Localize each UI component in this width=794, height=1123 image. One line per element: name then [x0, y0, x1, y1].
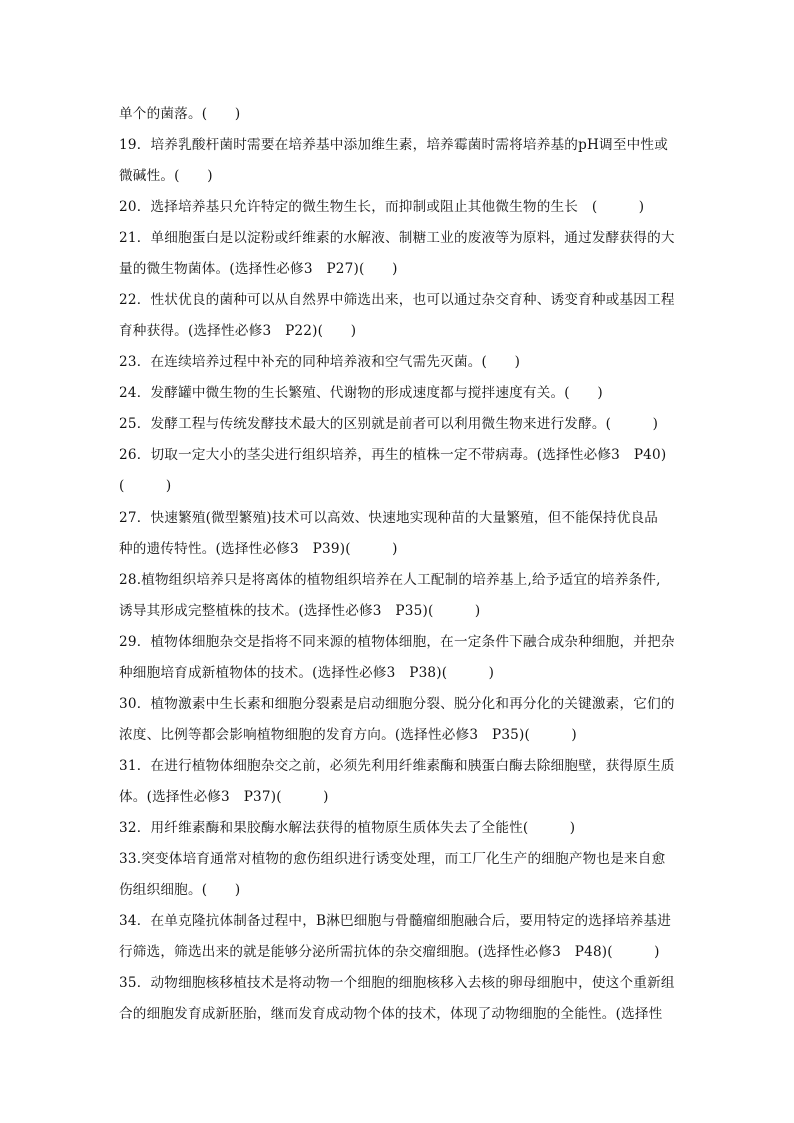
text-line: 浓度、比例等都会影响植物细胞的发育方向。(选择性必修3 P35)( ): [119, 727, 577, 743]
text-line: 24．发酵罐中微生物的生长繁殖、代谢物的形成速度都与搅拌速度有关。( ): [119, 385, 603, 401]
text-line: 体。(选择性必修3 P37)( ): [119, 789, 329, 805]
text-line: 23．在连续培养过程中补充的同种培养液和空气需先灭菌。( ): [119, 354, 521, 370]
text-line: ( ): [119, 478, 172, 494]
text-line: 28.植物组织培养只是将离体的植物组织培养在人工配制的培养基上,给予适宜的培养条件,: [119, 572, 661, 588]
text-line: 32．用纤维素酶和果胶酶水解法获得的植物原生质体失去了全能性( ): [119, 820, 576, 836]
text-line: 19．培养乳酸杆菌时需要在培养基中添加维生素，培养霉菌时需将培养基的pH调至中性或: [119, 137, 669, 153]
text-line: 20．选择培养基只允许特定的微生物生长，而抑制或阻止其他微生物的生长 ( ): [119, 199, 645, 215]
text-line: 31．在进行植物体细胞杂交之前，必须先利用纤维素酶和胰蛋白酶去除细胞壁，获得原生质: [119, 758, 675, 774]
text-line: 育种获得。(选择性必修3 P22)( ): [119, 323, 357, 339]
text-line: 25．发酵工程与传统发酵技术最大的区别就是前者可以利用微生物来进行发酵。( ): [119, 416, 659, 432]
text-line: 22．性状优良的菌种可以从自然界中筛选出来，也可以通过杂交育种、诱变育种或基因工程: [119, 292, 675, 308]
text-line: 34．在单克隆抗体制备过程中，B淋巴细胞与骨髓瘤细胞融合后，要用特定的选择培养基进: [119, 913, 672, 929]
text-line: 26．切取一定大小的茎尖进行组织培养，再生的植株一定不带病毒。(选择性必修3 P40): [119, 447, 667, 463]
text-line: 诱导其形成完整植株的技术。(选择性必修3 P35)( ): [119, 603, 481, 619]
text-line: 30．植物激素中生长素和细胞分裂素是启动细胞分裂、脱分化和再分化的关键激素，它们的: [119, 696, 675, 712]
text-line: 种的遗传特性。(选择性必修3 P39)( ): [119, 541, 398, 557]
text-line: 行筛选，筛选出来的就是能够分泌所需抗体的杂交瘤细胞。(选择性必修3 P48)( ): [119, 944, 660, 960]
text-line: 33.突变体培育通常对植物的愈伤组织进行诱变处理，而工厂化生产的细胞产物也是来自愈: [119, 851, 666, 867]
text-line: 伤组织细胞。( ): [119, 882, 241, 898]
text-line: 35．动物细胞核移植技术是将动物一个细胞的细胞核移入去核的卵母细胞中，使这个重新组: [119, 975, 675, 991]
text-line: 29．植物体细胞杂交是指将不同来源的植物体细胞，在一定条件下融合成杂种细胞，并把杂: [119, 634, 675, 650]
text-line: 21．单细胞蛋白是以淀粉或纤维素的水解液、制糖工业的废液等为原料，通过发酵获得的大: [119, 230, 675, 246]
text-line: 微碱性。( ): [119, 168, 213, 184]
text-line: 合的细胞发育成新胚胎，继而发育成动物个体的技术，体现了动物细胞的全能性。(选择性: [119, 1006, 663, 1022]
text-line: 单个的菌落。( ): [119, 106, 241, 122]
text-line: 27．快速繁殖(微型繁殖)技术可以高效、快速地实现种苗的大量繁殖，但不能保持优良品: [119, 510, 659, 526]
text-line: 种细胞培育成新植物体的技术。(选择性必修3 P38)( ): [119, 665, 495, 681]
text-line: 量的微生物菌体。(选择性必修3 P27)( ): [119, 261, 398, 277]
